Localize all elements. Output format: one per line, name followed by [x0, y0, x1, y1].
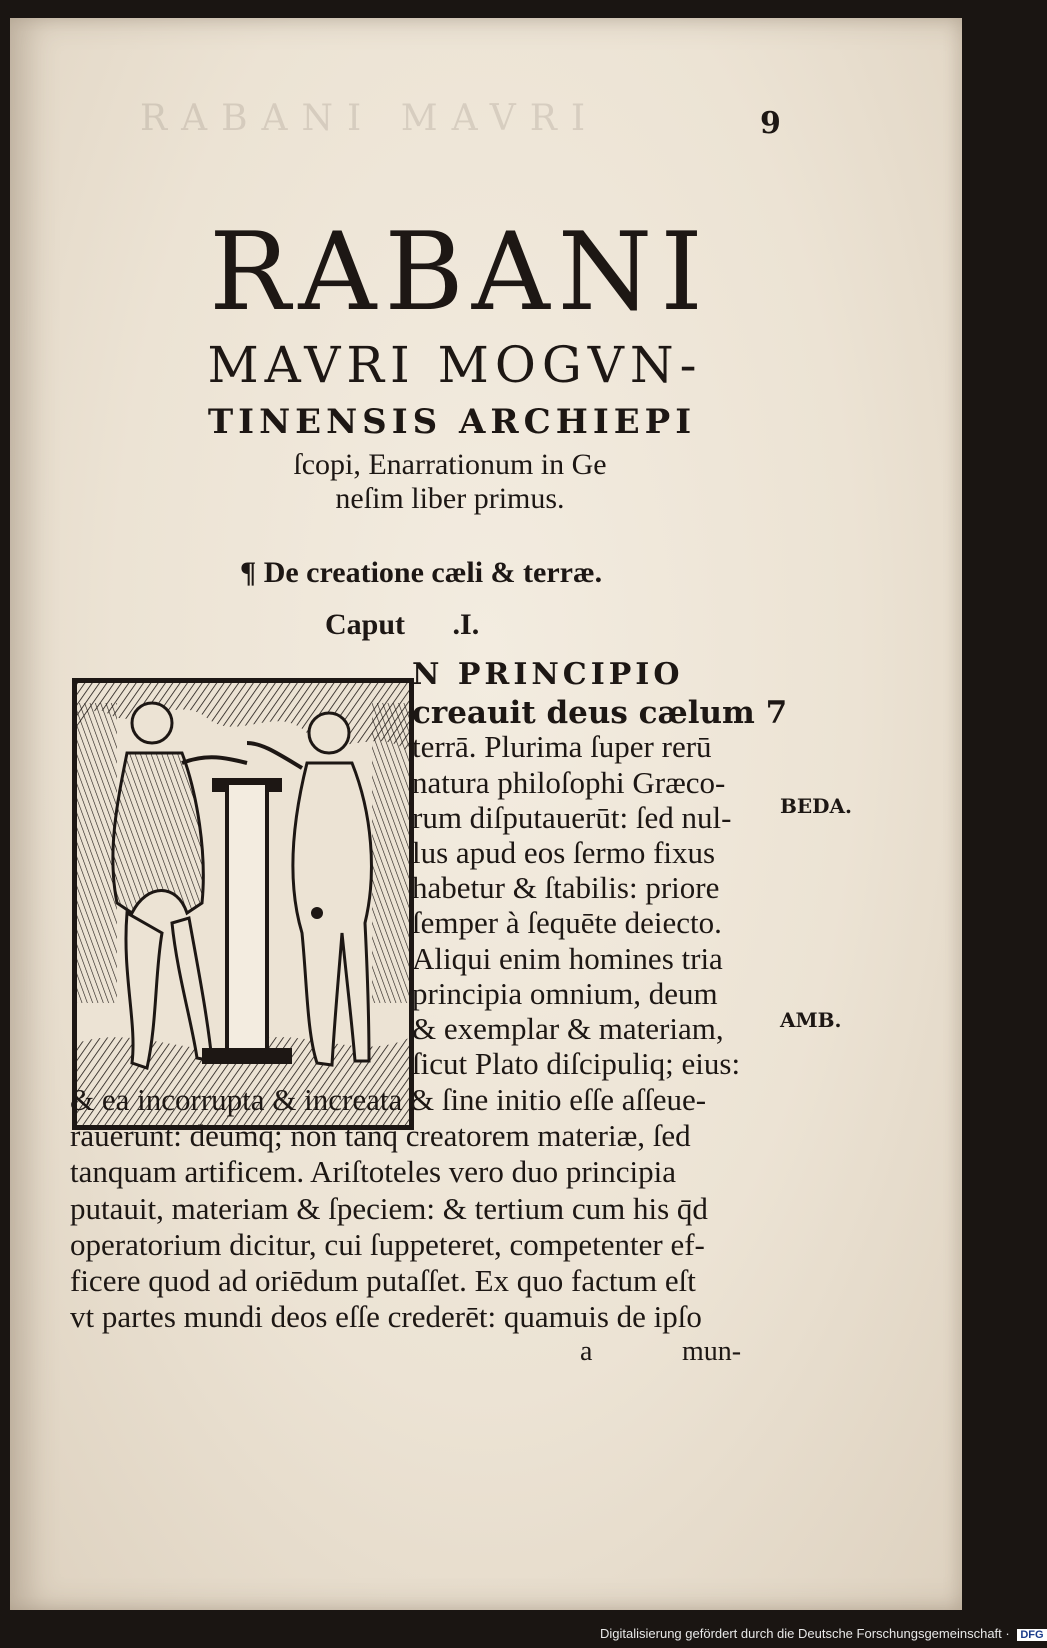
- text-line-8: ſemper à ſequēte deiecto.: [412, 905, 722, 940]
- chapter-heading: ¶ De creatione cæli & terræ.: [240, 556, 603, 589]
- text-line-14: rauerunt: deumq; non tanq̄ creatorem materiæ, ſed: [70, 1118, 691, 1153]
- running-head-bleed: RABANI MAVRI: [140, 98, 600, 139]
- text-line-2: creauit deus cælum 7: [412, 695, 788, 731]
- footer-text: Digitalisierung gefördert durch die Deutsche Forschungsgemeinschaft ·: [600, 1626, 1010, 1641]
- text-line-10: principia omnium, deum: [412, 976, 718, 1011]
- title-line-4: ſcopi, Enarrationum in Ge: [293, 448, 607, 481]
- text-line-11: & exemplar & materiam,: [412, 1011, 724, 1046]
- signature-mark: a: [580, 1336, 593, 1367]
- title-line-5: neſim liber primus.: [335, 482, 565, 515]
- digitization-footer: [600, 1626, 1047, 1641]
- text-line-15: tanquam artificem. Ariſtoteles vero duo principia: [70, 1154, 677, 1189]
- text-line-17: operatorium dicitur, cui ſuppeteret, competenter ef-: [70, 1227, 705, 1262]
- text-line-5: rum diſputauerūt: ſed nul-: [412, 800, 732, 835]
- title-line-2: MAVRI MOGVN-: [207, 336, 703, 394]
- text-line-18: ficere quod ad oriēdum putaſſet. Ex quo factum eſt: [70, 1263, 696, 1298]
- marginal-note-amb: AMB.: [780, 1008, 842, 1032]
- text-line-4: natura philoſophi Græco-: [412, 765, 726, 800]
- text-line-1: N PRINCIPIO: [412, 657, 684, 692]
- text-line-9: Aliqui enim homines tria: [412, 941, 723, 976]
- woodcut-illustration: [77, 683, 409, 1125]
- title-line-1: RABANI: [209, 210, 711, 335]
- page-number: 9: [760, 106, 781, 141]
- woodcut-initial: [72, 678, 414, 1130]
- marginal-note-beda: BEDA.: [780, 794, 852, 818]
- text-line-3: terrā. Plurima ſuper rerū: [412, 729, 712, 764]
- catchword: mun-: [682, 1336, 742, 1367]
- text-line-13: & ea incorrupta & increata & ſine initio eſſe aſſeue-: [70, 1082, 707, 1117]
- text-line-12: ſicut Plato diſcipuliq; eius:: [412, 1046, 741, 1081]
- title-line-3: TINENSIS ARCHIEPI: [207, 402, 697, 442]
- caput-label: Caput .I.: [325, 608, 480, 641]
- text-line-16: putauit, materiam & ſpeciem: & tertium cum his q̄d: [70, 1191, 708, 1226]
- dfg-logo: DFG: [1017, 1629, 1046, 1641]
- text-line-6: lus apud eos ſermo fixus: [412, 835, 716, 870]
- text-line-19: vt partes mundi deos eſſe crederēt: quamuis de ipſo: [70, 1299, 702, 1334]
- book-page: [10, 18, 962, 1610]
- text-line-7: habetur & ſtabilis: priore: [412, 870, 720, 905]
